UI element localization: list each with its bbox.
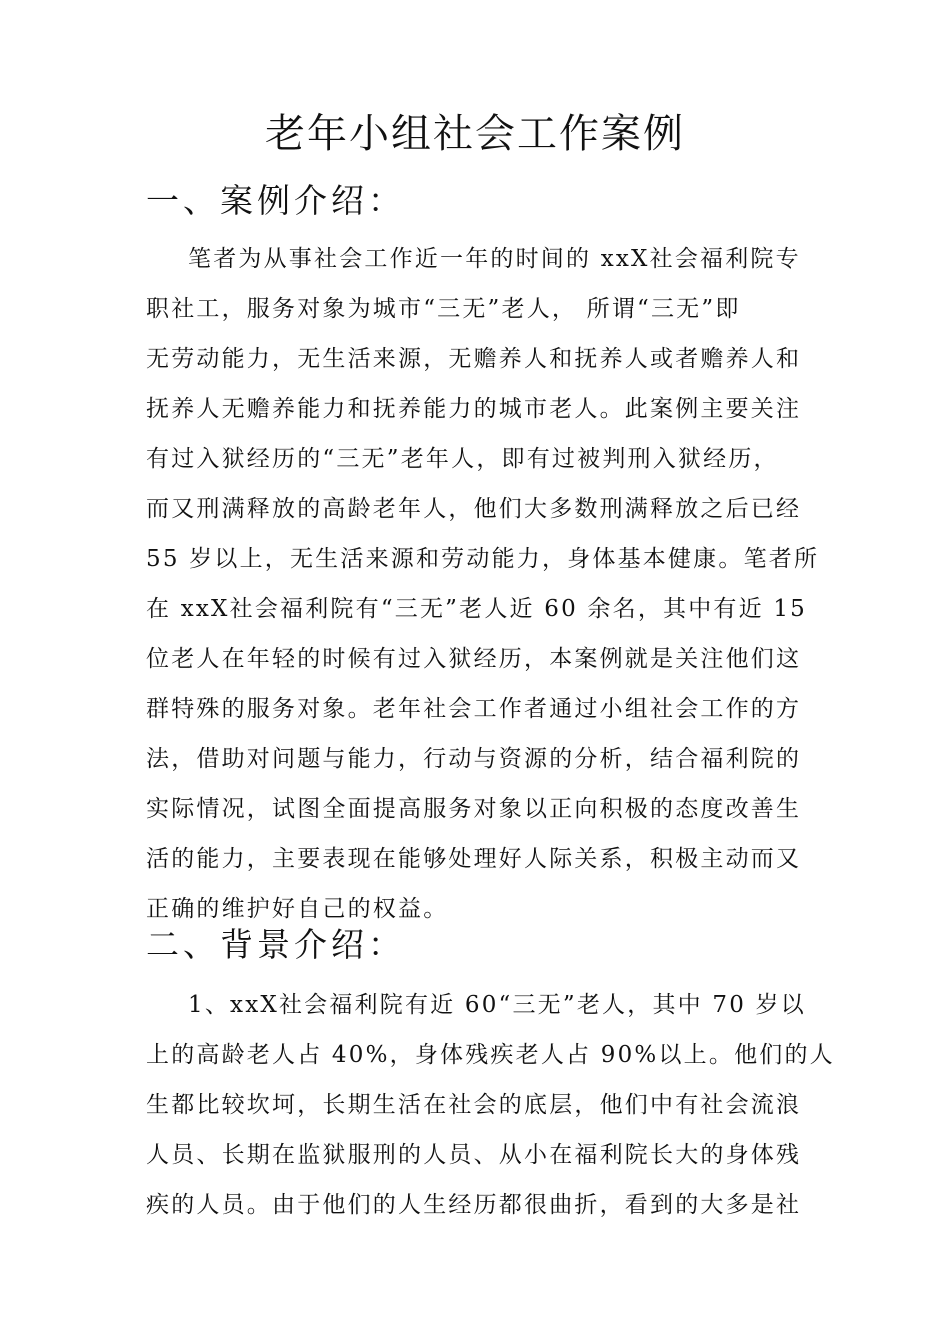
section-heading-background: 二、背景介绍： [146, 925, 405, 964]
paragraph-line: 职社工，服务对象为城市“三无”老人， 所谓“三无”即 [146, 296, 741, 322]
paragraph-line: 1、xxX社会福利院有近 60“三无”老人，其中 70 岁以 [188, 992, 806, 1018]
paragraph-line: 有过入狱经历的“三无”老年人，即有过被判刑入狱经历， [146, 446, 779, 472]
document-title: 老年小组社会工作案例 [265, 111, 685, 157]
paragraph-line: 活的能力，主要表现在能够处理好人际关系，积极主动而又 [146, 846, 802, 872]
paragraph-line: 人员、长期在监狱服刑的人员、从小在福利院长大的身体残 [146, 1142, 802, 1168]
paragraph-line: 上的高龄老人占 40%，身体残疾老人占 90%以上。他们的人 [146, 1042, 835, 1068]
section-heading-case-intro: 一、案例介绍： [146, 181, 405, 220]
paragraph-line: 实际情况，试图全面提高服务对象以正向积极的态度改善生 [146, 796, 802, 822]
paragraph-line: 在 xxX社会福利院有“三无”老人近 60 余名，其中有近 15 [146, 596, 808, 622]
paragraph-line: 笔者为从事社会工作近一年的时间的 xxX社会福利院专 [188, 246, 801, 272]
paragraph-background [146, 980, 835, 1230]
paragraph-line: 正确的维护好自己的权益。 [146, 896, 449, 922]
paragraph-line: 位老人在年轻的时候有过入狱经历，本案例就是关注他们这 [146, 646, 802, 672]
paragraph-line: 生都比较坎坷，长期生活在社会的底层，他们中有社会流浪 [146, 1092, 802, 1118]
paragraph-line: 群特殊的服务对象。老年社会工作者通过小组社会工作的方 [146, 696, 802, 722]
paragraph-line: 疾的人员。由于他们的人生经历都很曲折，看到的大多是社 [146, 1192, 802, 1218]
paragraph-line: 而又刑满释放的高龄老年人，他们大多数刑满释放之后已经 [146, 496, 802, 522]
paragraph-line: 无劳动能力，无生活来源，无赡养人和抚养人或者赡养人和 [146, 346, 802, 372]
paragraph-case-intro [146, 234, 826, 934]
paragraph-line: 法，借助对问题与能力，行动与资源的分析，结合福利院的 [146, 746, 802, 772]
paragraph-line: 55 岁以上，无生活来源和劳动能力，身体基本健康。笔者所 [146, 546, 820, 572]
paragraph-line: 抚养人无赡养能力和抚养能力的城市老人。此案例主要关注 [146, 396, 802, 422]
